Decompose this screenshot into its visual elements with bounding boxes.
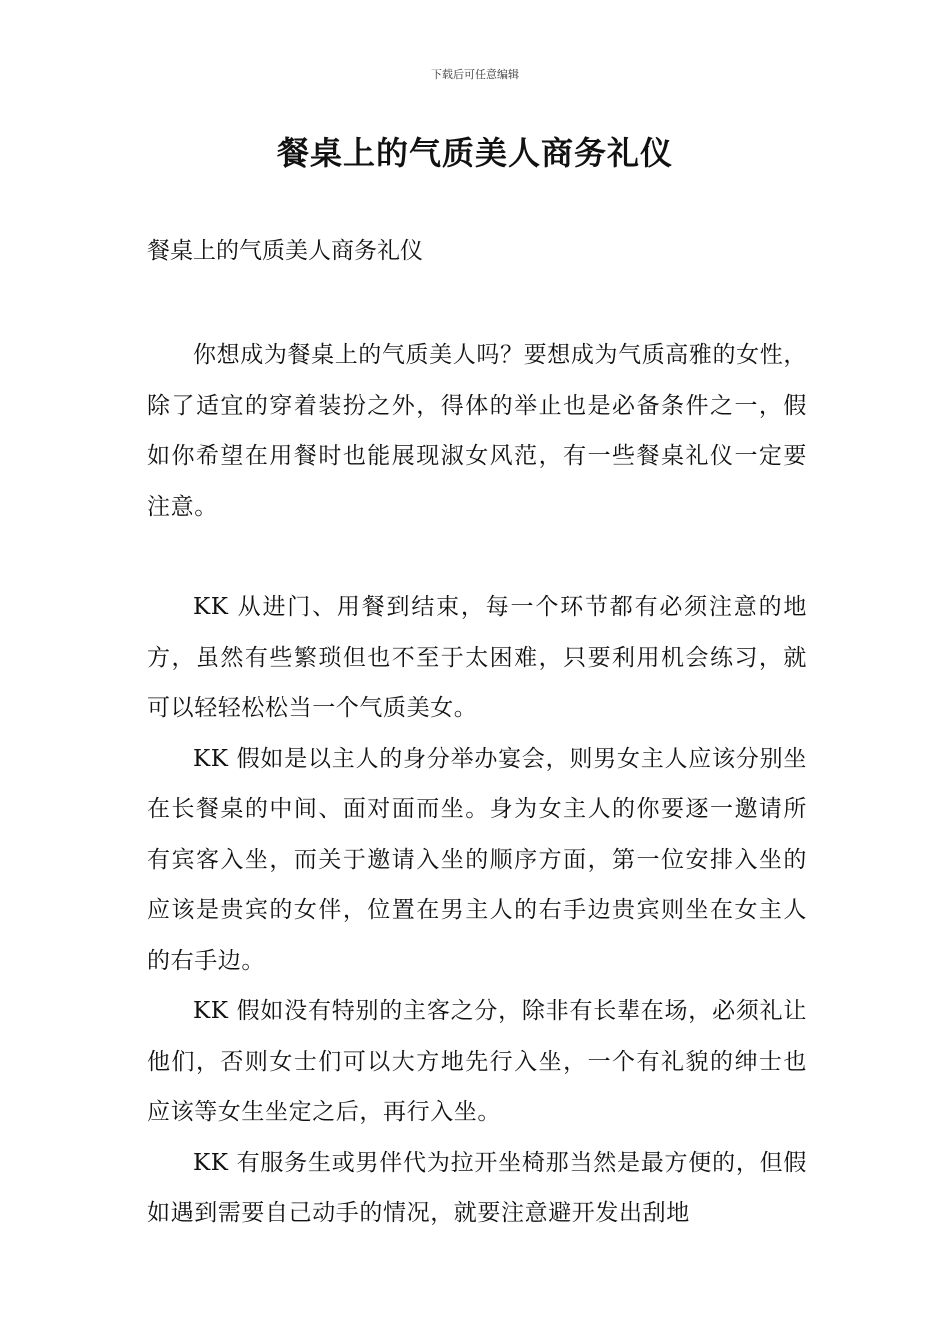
document-subtitle: 餐桌上的气质美人商务礼仪: [147, 238, 423, 264]
paragraph-chair: KK 有服务生或男伴代为拉开坐椅那当然是最方便的，但假如遇到需要自己动手的情况，就要注意避开发出刮地: [147, 1149, 807, 1226]
paragraph-overview: KK 从进门、用餐到结束，每一个环节都有必须注意的地方，虽然有些繁琐但也不至于太困难，只要利用机会练习，就可以轻轻松松当一个气质美女。: [147, 594, 807, 721]
paragraph-host-seating: KK 假如是以主人的身分举办宴会，则男女主人应该分别坐在长餐桌的中间、面对面而坐。身为女主人的你要逐一邀请所有宾客入坐，而关于邀请入坐的顺序方面，第一位安排入坐的应该是贵宾的女伴，位置在男主人的右手边贵宾则坐在女主人的右手边。: [147, 745, 807, 974]
document-title: 餐桌上的气质美人商务礼仪: [276, 134, 673, 172]
paragraph-intro: 你想成为餐桌上的气质美人吗？要想成为气质高雅的女性，除了适宜的穿着装扮之外，得体的举止也是必备条件之一，假如你希望在用餐时也能展现淑女风范，有一些餐桌礼仪一定要注意。: [147, 342, 807, 520]
paragraph-no-host: KK 假如没有特别的主客之分，除非有长辈在场，必须礼让他们，否则女士们可以大方地先行入坐，一个有礼貌的绅士也应该等女生坐定之后，再行入坐。: [147, 998, 807, 1125]
header-note: 下载后可任意编辑: [431, 68, 519, 81]
document-body: [147, 330, 807, 1239]
